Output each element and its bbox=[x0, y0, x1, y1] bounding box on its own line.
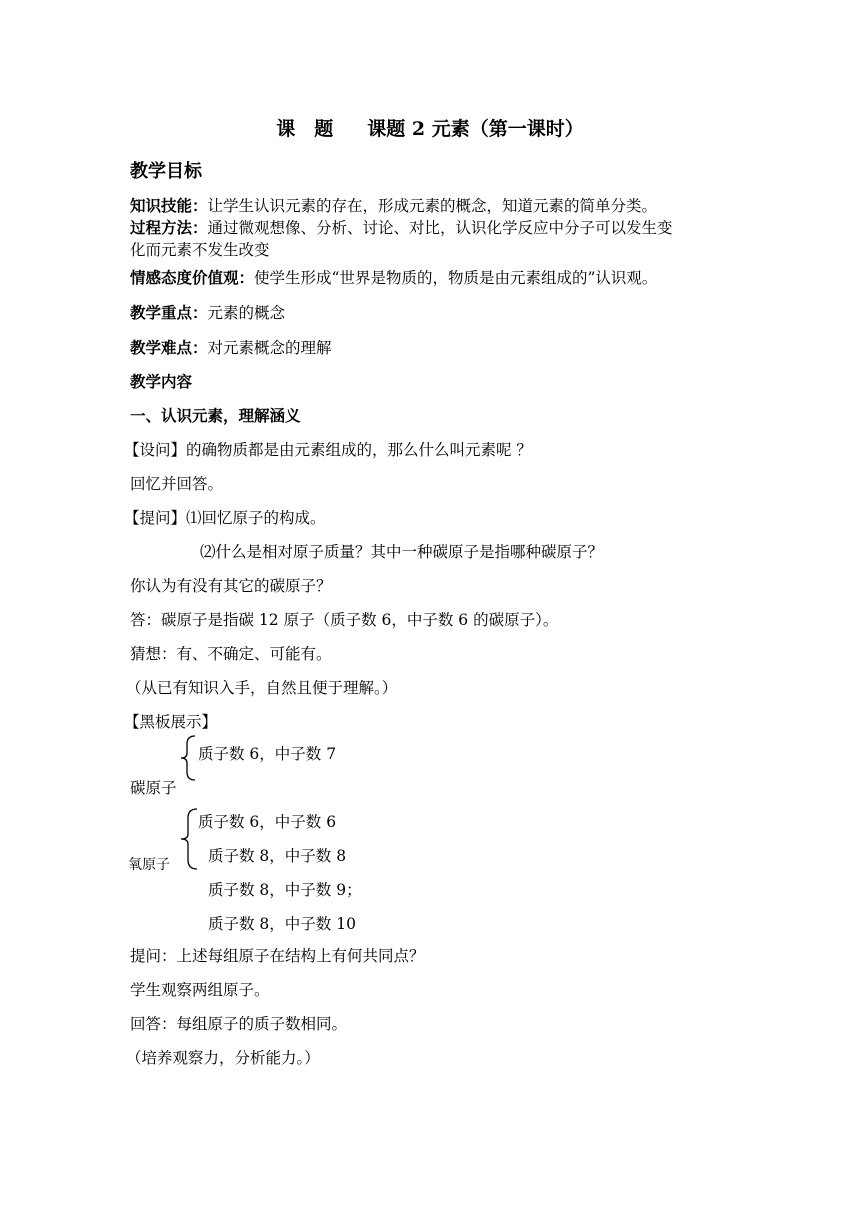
student-observe: 学生观察两组原子。 bbox=[130, 981, 270, 999]
content-heading: 教学内容 bbox=[130, 372, 193, 391]
difficult-point bbox=[130, 338, 332, 358]
carbon-isotope-1: 质子数 6，中子数 7 bbox=[198, 745, 337, 763]
answer-2: 答：碳原子是指碳 12 原子（质子数 6，中子数 6 的碳原子）。 bbox=[130, 611, 559, 629]
question-1: 【设问】的确物质都是由元素组成的，那么什么叫元素呢 ？ bbox=[124, 441, 532, 459]
knowledge-goal bbox=[130, 196, 657, 216]
oxygen-isotope-1: 质子数 6，中子数 6 bbox=[198, 813, 337, 831]
knowledge-label: 知识技能： bbox=[130, 196, 208, 215]
process-text-1: 通过微观想像、分析、讨论、对比，认识化学反应中分子可以发生变 bbox=[207, 219, 673, 237]
note-2: （培养观察力，分析能力。） bbox=[126, 1049, 320, 1067]
hard-label: 教学难点： bbox=[130, 338, 208, 357]
answer-3: 回答：每组原子的质子数相同。 bbox=[130, 1015, 348, 1033]
lesson-title bbox=[0, 116, 860, 142]
oxygen-brace-icon bbox=[178, 808, 200, 870]
question-3: 提问：上述每组原子在结构上有何共同点？ bbox=[130, 947, 425, 965]
process-text-2: 化而元素不发生改变 bbox=[130, 241, 270, 259]
lesson-title-text: 课题 2 元素（第一课时） bbox=[367, 118, 584, 140]
key-point bbox=[130, 303, 285, 323]
emotion-goal bbox=[130, 268, 657, 288]
question-2-line-3: 你认为有没有其它的碳原子？ bbox=[130, 577, 332, 595]
board-heading: 【黑板展示】 bbox=[124, 713, 218, 731]
question-2-line-1: 【提问】⑴回忆原子的构成。 bbox=[124, 509, 326, 527]
section-1-heading: 一、认识元素，理解涵义 bbox=[130, 406, 301, 425]
guess: 猜想：有、不确定、可能有。 bbox=[130, 645, 332, 663]
carbon-brace-icon bbox=[178, 735, 198, 781]
key-label: 教学重点： bbox=[130, 303, 208, 322]
oxygen-isotope-2: 质子数 8，中子数 8 bbox=[208, 847, 347, 865]
oxygen-label: 氧原子 bbox=[128, 857, 170, 873]
hard-text: 对元素概念的理解 bbox=[207, 339, 332, 357]
lesson-title-label: 课 题 bbox=[276, 118, 334, 140]
answer-1: 回忆并回答。 bbox=[130, 475, 224, 493]
goals-heading: 教学目标 bbox=[130, 161, 202, 182]
oxygen-isotope-3: 质子数 8，中子数 9； bbox=[208, 881, 362, 899]
key-text: 元素的概念 bbox=[207, 304, 286, 322]
carbon-label: 碳原子 bbox=[130, 779, 177, 797]
emotion-label: 情感态度价值观： bbox=[130, 268, 255, 287]
process-label: 过程方法： bbox=[130, 218, 208, 237]
note-1: （从已有知识入手，自然且便于理解。） bbox=[126, 679, 398, 697]
oxygen-isotope-4: 质子数 8，中子数 10 bbox=[208, 915, 356, 933]
emotion-text: 使学生形成“世界是物质的，物质是由元素组成的”认识观。 bbox=[254, 269, 658, 287]
process-goal bbox=[130, 218, 673, 238]
knowledge-text: 让学生认识元素的存在，形成元素的概念，知道元素的简单分类。 bbox=[207, 197, 658, 215]
question-2-line-2: ⑵什么是相对原子质量？其中一种碳原子是指哪种碳原子？ bbox=[200, 543, 604, 561]
